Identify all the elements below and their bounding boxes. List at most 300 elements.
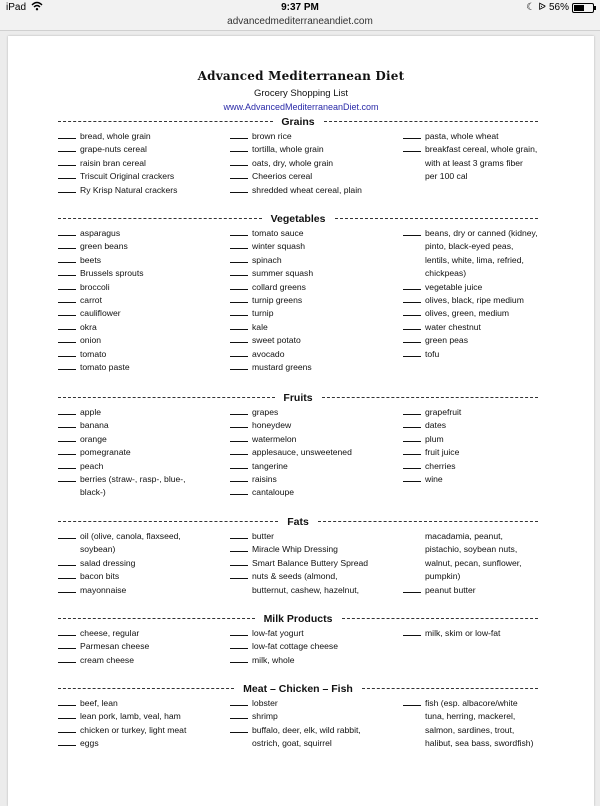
checkbox-blank-line[interactable] <box>58 584 76 593</box>
item-label: cherries <box>425 460 456 471</box>
checkbox-blank-line[interactable] <box>230 307 248 316</box>
list-item <box>230 294 302 307</box>
checkbox-blank-line[interactable] <box>230 433 248 442</box>
list-item <box>58 130 151 143</box>
list-item <box>58 654 134 667</box>
item-label: grapefruit <box>425 407 462 417</box>
list-item-continuation <box>425 737 533 750</box>
checkbox-blank-line[interactable] <box>58 281 76 290</box>
checkbox-blank-line[interactable] <box>58 627 76 636</box>
list-item <box>58 640 149 653</box>
list-item-continuation <box>425 557 522 570</box>
checkbox-blank-line[interactable] <box>230 406 248 415</box>
item-label: dates <box>425 420 447 431</box>
list-item <box>58 530 181 543</box>
list-item <box>58 143 147 156</box>
bluetooth-icon: ᐉ <box>538 2 546 13</box>
checkbox-blank-line[interactable] <box>403 130 421 139</box>
item-label: pinto, black-eyed peas, <box>425 241 514 252</box>
item-label: pomegranate <box>80 447 131 458</box>
address-bar[interactable] <box>0 16 600 31</box>
item-label: nuts & seeds (almond, <box>252 571 338 582</box>
item-label: fish (esp. albacore/white <box>425 698 518 708</box>
item-label: beets <box>80 254 102 265</box>
item-label: bread, whole grain <box>80 131 151 141</box>
list-item <box>403 406 461 419</box>
list-item <box>230 697 278 710</box>
checkbox-blank-line[interactable] <box>58 227 76 236</box>
item-label: cauliflower <box>80 308 121 319</box>
item-label: beans, dry or canned (kidney, <box>425 228 538 238</box>
checkbox-blank-line[interactable] <box>58 710 76 719</box>
checkbox-blank-line[interactable] <box>403 697 421 706</box>
list-item <box>403 697 518 710</box>
item-label: honeydew <box>252 420 292 431</box>
item-label: pumpkin) <box>425 571 461 582</box>
list-item <box>230 419 291 432</box>
list-item <box>58 334 101 347</box>
list-item-continuation <box>425 267 466 280</box>
checkbox-blank-line[interactable] <box>403 419 421 428</box>
checkbox-blank-line[interactable] <box>58 530 76 539</box>
list-item-continuation <box>425 530 503 543</box>
list-item-continuation <box>425 157 523 170</box>
list-item <box>58 460 103 473</box>
list-item <box>58 419 109 432</box>
item-label: summer squash <box>252 268 314 279</box>
item-label: milk, skim or low-fat <box>425 628 501 638</box>
checkbox-blank-line[interactable] <box>58 130 76 139</box>
item-label: walnut, pecan, sunflower, <box>425 557 522 568</box>
checkbox-blank-line[interactable] <box>230 348 248 357</box>
checkbox-blank-line[interactable] <box>403 321 421 330</box>
list-item <box>58 294 102 307</box>
checkbox-blank-line[interactable] <box>58 267 76 276</box>
section-title: Milk Products <box>258 613 339 625</box>
item-label: raisin bran cereal <box>80 157 146 168</box>
item-label: avocado <box>252 348 285 359</box>
item-label: wine <box>425 474 443 484</box>
section-header-fruits <box>58 392 538 404</box>
item-label: soybean) <box>80 544 116 555</box>
item-label: pistachio, soybean nuts, <box>425 544 518 555</box>
item-label: tomato paste <box>80 362 130 372</box>
checkbox-blank-line[interactable] <box>58 361 76 370</box>
battery-percent: 56% <box>548 2 569 13</box>
item-label: banana <box>80 420 109 431</box>
list-item <box>58 627 139 640</box>
item-label: turnip <box>252 308 274 319</box>
checkbox-blank-line[interactable] <box>58 307 76 316</box>
list-item <box>230 627 304 640</box>
list-item <box>230 543 338 556</box>
item-label: orange <box>80 433 107 444</box>
list-item <box>403 130 499 143</box>
list-item <box>58 433 107 446</box>
checkbox-blank-line[interactable] <box>58 157 76 166</box>
item-label: Triscuit Original crackers <box>80 171 175 182</box>
document-subtitle: Grocery Shopping List <box>254 88 348 99</box>
item-label: berries (straw-, rasp-, blue-, <box>80 474 186 484</box>
list-item <box>58 267 144 280</box>
item-label: winter squash <box>252 241 306 252</box>
checkbox-blank-line[interactable] <box>230 254 248 263</box>
checkbox-blank-line[interactable] <box>58 433 76 442</box>
list-item <box>58 406 101 419</box>
item-label: raisins <box>252 474 277 484</box>
list-item <box>230 307 274 320</box>
item-label: Parmesan cheese <box>80 641 150 652</box>
list-item <box>230 460 288 473</box>
item-label: lean pork, lamb, veal, ham <box>80 711 181 722</box>
checkbox-blank-line[interactable] <box>403 143 421 152</box>
list-item <box>58 321 97 334</box>
item-label: onion <box>80 335 102 346</box>
checkbox-blank-line[interactable] <box>58 170 76 179</box>
item-label: Smart Balance Buttery Spread <box>252 557 369 568</box>
item-label: watermelon <box>252 433 297 444</box>
checkbox-blank-line[interactable] <box>58 254 76 263</box>
list-item <box>403 433 444 446</box>
item-label: vegetable juice <box>425 281 483 292</box>
list-item <box>230 130 292 143</box>
checkbox-blank-line[interactable] <box>58 419 76 428</box>
item-label: macadamia, peanut, <box>425 531 503 541</box>
document-title: Advanced Mediterranean Diet <box>197 69 405 83</box>
section-title: Fruits <box>277 392 318 404</box>
item-label: apple <box>80 407 102 417</box>
checkbox-blank-line[interactable] <box>403 473 421 482</box>
url-text: advancedmediterraneandiet.com <box>227 16 373 27</box>
list-item-continuation <box>425 240 513 253</box>
list-item <box>230 170 312 183</box>
list-item <box>230 724 361 737</box>
list-item <box>230 486 294 499</box>
item-label: tomato <box>80 348 107 359</box>
checkbox-blank-line[interactable] <box>230 557 248 566</box>
section-title: Fats <box>281 516 315 528</box>
checkbox-blank-line[interactable] <box>230 419 248 428</box>
checkbox-blank-line[interactable] <box>230 294 248 303</box>
list-item <box>58 446 131 459</box>
item-label: grapes <box>252 407 279 417</box>
section-header-vegetables <box>58 213 538 225</box>
checkbox-blank-line[interactable] <box>58 460 76 469</box>
checkbox-blank-line[interactable] <box>58 334 76 343</box>
list-item <box>230 446 352 459</box>
list-item <box>403 584 476 597</box>
item-label: tomato sauce <box>252 228 304 238</box>
checkbox-blank-line[interactable] <box>58 240 76 249</box>
checkbox-blank-line[interactable] <box>230 334 248 343</box>
item-label: halibut, sea bass, swordfish) <box>425 738 534 749</box>
checkbox-blank-line[interactable] <box>230 170 248 179</box>
list-item <box>403 143 537 156</box>
checkbox-blank-line[interactable] <box>58 697 76 706</box>
item-label: tuna, herring, mackerel, <box>425 711 516 722</box>
checkbox-blank-line[interactable] <box>230 486 248 495</box>
item-label: chicken or turkey, light meat <box>80 724 187 735</box>
item-label: breakfast cereal, whole grain, <box>425 144 538 155</box>
list-item <box>403 446 459 459</box>
checkbox-blank-line[interactable] <box>230 157 248 166</box>
checkbox-blank-line[interactable] <box>230 654 248 663</box>
list-item <box>403 627 500 640</box>
checkbox-blank-line[interactable] <box>230 697 248 706</box>
checkbox-blank-line[interactable] <box>230 570 248 579</box>
carrier-label: iPad <box>6 2 27 13</box>
item-label: Miracle Whip Dressing <box>252 544 338 555</box>
battery-icon <box>572 3 594 13</box>
list-item <box>230 433 296 446</box>
item-label: peanut butter <box>425 584 476 595</box>
status-bar <box>0 0 600 16</box>
list-item <box>58 361 130 374</box>
list-item <box>403 281 482 294</box>
item-label: mayonnaise <box>80 584 127 595</box>
item-label: eggs <box>80 738 99 749</box>
list-item <box>58 570 119 583</box>
checkbox-blank-line[interactable] <box>230 640 248 649</box>
checkbox-blank-line[interactable] <box>58 724 76 733</box>
section-header-milk <box>58 613 538 625</box>
checkbox-blank-line[interactable] <box>58 406 76 415</box>
section-header-fats <box>58 516 538 528</box>
checkbox-blank-line[interactable] <box>230 446 248 455</box>
item-label: cream cheese <box>80 654 134 665</box>
checkbox-blank-line[interactable] <box>230 281 248 290</box>
list-item <box>403 348 439 361</box>
item-label: kale <box>252 321 268 332</box>
item-label: shrimp <box>252 711 278 722</box>
list-item <box>230 530 274 543</box>
checkbox-blank-line[interactable] <box>58 640 76 649</box>
checkbox-blank-line[interactable] <box>230 361 248 370</box>
checkbox-blank-line[interactable] <box>230 460 248 469</box>
list-item-continuation <box>252 584 359 597</box>
section-header-grains <box>58 116 538 128</box>
item-label: carrot <box>80 295 102 305</box>
section-title: Meat – Chicken – Fish <box>237 683 359 695</box>
checkbox-blank-line[interactable] <box>403 348 421 357</box>
clock: 9:37 PM <box>281 2 319 13</box>
checkbox-blank-line[interactable] <box>403 446 421 455</box>
checkbox-blank-line[interactable] <box>230 627 248 636</box>
item-label: brown rice <box>252 131 292 141</box>
checkbox-blank-line[interactable] <box>58 557 76 566</box>
item-label: per 100 cal <box>425 171 468 182</box>
section-title: Vegetables <box>265 213 332 225</box>
list-item <box>403 473 443 486</box>
item-label: bacon bits <box>80 571 120 582</box>
item-label: collard greens <box>252 281 306 292</box>
item-label: low-fat yogurt <box>252 628 304 638</box>
website-link[interactable]: www.AdvancedMediterraneanDiet.com <box>223 102 379 112</box>
checkbox-blank-line[interactable] <box>403 627 421 636</box>
list-item <box>58 307 121 320</box>
list-item <box>58 227 120 240</box>
checkbox-blank-line[interactable] <box>230 321 248 330</box>
list-item <box>230 227 304 240</box>
item-label: sweet potato <box>252 335 301 346</box>
item-label: green beans <box>80 241 128 252</box>
list-item <box>403 460 456 473</box>
item-label: applesauce, unsweetened <box>252 447 352 458</box>
checkbox-blank-line[interactable] <box>403 460 421 469</box>
list-item <box>230 473 277 486</box>
grocery-list-document <box>8 36 594 806</box>
item-label: lentils, white, lima, refried, <box>425 254 524 265</box>
checkbox-blank-line[interactable] <box>230 143 248 152</box>
item-label: water chestnut <box>425 321 481 332</box>
checkbox-blank-line[interactable] <box>230 267 248 276</box>
checkbox-blank-line[interactable] <box>58 321 76 330</box>
item-label: broccoli <box>80 281 110 292</box>
item-label: black-) <box>80 487 106 498</box>
item-label: pasta, whole wheat <box>425 131 499 141</box>
item-label: with at least 3 grams fiber <box>425 157 523 168</box>
checkbox-blank-line[interactable] <box>58 446 76 455</box>
list-item <box>230 281 306 294</box>
item-label: Cheerios cereal <box>252 171 313 182</box>
list-item <box>230 254 282 267</box>
checkbox-blank-line[interactable] <box>58 184 76 193</box>
item-label: milk, whole <box>252 654 295 665</box>
item-label: tortilla, whole grain <box>252 144 324 155</box>
checkbox-blank-line[interactable] <box>58 737 76 746</box>
list-item <box>230 710 278 723</box>
item-label: cantaloupe <box>252 487 295 498</box>
list-item <box>403 334 468 347</box>
checkbox-blank-line[interactable] <box>58 654 76 663</box>
list-item <box>230 570 338 583</box>
item-label: Ry Krisp Natural crackers <box>80 184 178 195</box>
item-label: oil (olive, canola, flaxseed, <box>80 531 181 541</box>
list-item <box>58 557 135 570</box>
checkbox-blank-line[interactable] <box>230 473 248 482</box>
list-item <box>230 240 305 253</box>
list-item <box>58 184 177 197</box>
section-header-meat <box>58 683 538 695</box>
item-label: butter <box>252 531 274 541</box>
list-item <box>230 334 301 347</box>
item-label: shredded wheat cereal, plain <box>252 184 362 195</box>
item-label: oats, dry, whole grain <box>252 157 334 168</box>
list-item <box>58 737 99 750</box>
list-item-continuation <box>80 543 115 556</box>
checkbox-blank-line[interactable] <box>58 348 76 357</box>
item-label: spinach <box>252 254 282 265</box>
checkbox-blank-line[interactable] <box>403 227 421 236</box>
item-label: olives, black, ripe medium <box>425 295 524 305</box>
item-label: salmon, sardines, trout, <box>425 724 515 735</box>
checkbox-blank-line[interactable] <box>58 473 76 482</box>
list-item <box>403 307 509 320</box>
item-label: lobster <box>252 698 278 708</box>
list-item <box>58 254 101 267</box>
checkbox-blank-line[interactable] <box>230 724 248 733</box>
item-label: turnip greens <box>252 295 303 305</box>
list-item-continuation <box>425 724 514 737</box>
checkbox-blank-line[interactable] <box>403 433 421 442</box>
item-label: green peas <box>425 335 469 346</box>
item-label: okra <box>80 321 97 332</box>
checkbox-blank-line[interactable] <box>58 143 76 152</box>
item-label: ostrich, goat, squirrel <box>252 738 332 749</box>
list-item <box>58 240 128 253</box>
checkbox-blank-line[interactable] <box>403 307 421 316</box>
list-item <box>58 697 118 710</box>
item-label: butternut, cashew, hazelnut, <box>252 584 360 595</box>
item-label: beef, lean <box>80 698 118 708</box>
item-label: grape-nuts cereal <box>80 144 147 155</box>
list-item <box>58 170 174 183</box>
item-label: plum <box>425 433 444 444</box>
list-item <box>230 157 333 170</box>
item-label: fruit juice <box>425 447 460 458</box>
list-item <box>230 321 268 334</box>
list-item-continuation <box>425 254 524 267</box>
list-item <box>403 419 446 432</box>
list-item <box>58 710 181 723</box>
list-item <box>58 157 146 170</box>
item-label: tofu <box>425 348 440 359</box>
item-label: asparagus <box>80 228 121 238</box>
list-item <box>230 406 278 419</box>
checkbox-blank-line[interactable] <box>403 294 421 303</box>
list-item <box>403 321 481 334</box>
item-label: tangerine <box>252 460 288 471</box>
checkbox-blank-line[interactable] <box>230 240 248 249</box>
list-item-continuation <box>80 486 106 499</box>
moon-icon: ☾ <box>526 2 536 13</box>
checkbox-blank-line[interactable] <box>230 184 248 193</box>
item-label: Brussels sprouts <box>80 268 144 279</box>
item-label: chickpeas) <box>425 268 467 279</box>
checkbox-blank-line[interactable] <box>58 294 76 303</box>
item-label: salad dressing <box>80 557 136 568</box>
list-item <box>230 557 368 570</box>
checkbox-blank-line[interactable] <box>230 543 248 552</box>
item-label: cheese, regular <box>80 628 140 638</box>
list-item <box>58 281 110 294</box>
checkbox-blank-line[interactable] <box>230 530 248 539</box>
list-item <box>403 294 524 307</box>
item-label: low-fat cottage cheese <box>252 641 338 652</box>
item-label: buffalo, deer, elk, wild rabbit, <box>252 724 361 735</box>
section-title: Grains <box>275 116 320 128</box>
list-item <box>403 227 538 240</box>
list-item <box>230 184 362 197</box>
checkbox-blank-line[interactable] <box>230 227 248 236</box>
list-item <box>230 143 324 156</box>
list-item-continuation <box>252 737 332 750</box>
checkbox-blank-line[interactable] <box>230 130 248 139</box>
checkbox-blank-line[interactable] <box>403 334 421 343</box>
list-item <box>230 654 295 667</box>
list-item <box>58 348 106 361</box>
list-item <box>230 361 312 374</box>
list-item <box>58 473 186 486</box>
item-label: peach <box>80 460 104 471</box>
checkbox-blank-line[interactable] <box>230 710 248 719</box>
list-item <box>58 584 126 597</box>
checkbox-blank-line[interactable] <box>58 570 76 579</box>
list-item <box>230 348 285 361</box>
checkbox-blank-line[interactable] <box>403 406 421 415</box>
checkbox-blank-line[interactable] <box>403 281 421 290</box>
checkbox-blank-line[interactable] <box>403 584 421 593</box>
